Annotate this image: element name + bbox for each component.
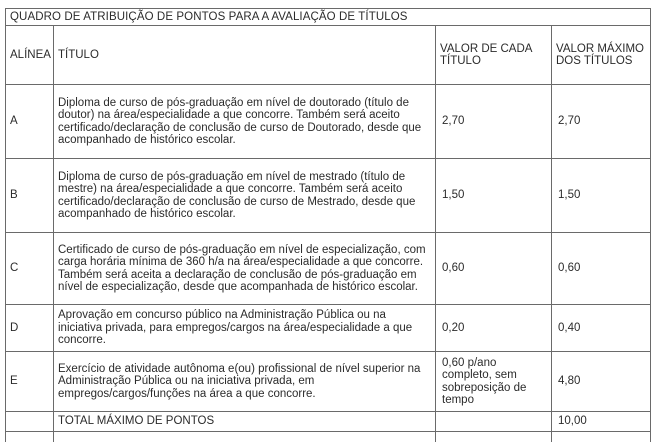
row-titulo: Exercício de atividade autônoma e(ou) profissional de nível superior na Administração Pública ou na iniciativa privada, em empregos/cargos/funções na área a que concorre. [54,352,436,412]
row-alinea: D [6,305,54,352]
row-valor-cada: 0,20 [436,305,552,352]
total-label: TOTAL MÁXIMO DE PONTOS [54,412,436,432]
row-titulo: Certificado de curso de pós-graduação em nível de especialização, com carga horária mínima de 360 h/a na área/especialidade a que concorre. Também será aceita a declaração de conclusão de pós-graduação em nível de especialização, desde que acompanhada de histórico escolar. [54,233,436,305]
row-valor-maximo: 4,80 [552,352,651,412]
header-valor-cada: VALOR DE CADA TÍTULO [436,26,552,85]
table-stub-row [6,432,651,443]
total-empty-cell [6,412,54,432]
row-alinea: C [6,233,54,305]
row-valor-cada: 0,60 [436,233,552,305]
row-titulo: Diploma de curso de pós-graduação em nível de mestrado (título de mestre) na área/especialidade a que concorre. Também será aceito certificado/declaração de conclusão de curso de Mestrado, desde que acompanhado de histórico escolar. [54,159,436,233]
row-valor-cada: 0,60 p/ano completo, sem sobreposição de tempo [436,352,552,412]
row-valor-cada: 2,70 [436,85,552,159]
header-valor-maximo: VALOR MÁXIMO DOS TÍTULOS [552,26,651,85]
row-valor-cada: 1,50 [436,159,552,233]
row-titulo: Diploma de curso de pós-graduação em nível de doutorado (título de doutor) na área/especialidade a que concorre. Também será aceito certificado/declaração de conclusão de curso de Doutorado, desde que acompanhado de histórico escolar. [54,85,436,159]
row-alinea: E [6,352,54,412]
row-valor-maximo: 0,60 [552,233,651,305]
table-row [6,233,651,305]
stub-cell [6,432,54,443]
header-row [6,26,651,85]
row-valor-maximo: 0,40 [552,305,651,352]
table-row [6,305,651,352]
stub-cell [552,432,651,443]
row-alinea: B [6,159,54,233]
total-row [6,412,651,432]
table-row [6,85,651,159]
table-row [6,159,651,233]
total-empty-cell [436,412,552,432]
row-titulo: Aprovação em concurso público na Administração Pública ou na iniciativa privada, para empregos/cargos na área/especialidade a que concorre. [54,305,436,352]
stub-cell [54,432,436,443]
row-valor-maximo: 1,50 [552,159,651,233]
row-alinea: A [6,85,54,159]
header-alinea: ALÍNEA [6,26,54,85]
row-valor-maximo: 2,70 [552,85,651,159]
table-caption: QUADRO DE ATRIBUIÇÃO DE PONTOS PARA A AVALIAÇÃO DE TÍTULOS [6,9,651,26]
table-row [6,352,651,412]
points-table-container [5,8,650,442]
header-titulo: TÍTULO [54,26,436,85]
stub-cell [436,432,552,443]
points-table [5,8,651,442]
total-value: 10,00 [552,412,651,432]
